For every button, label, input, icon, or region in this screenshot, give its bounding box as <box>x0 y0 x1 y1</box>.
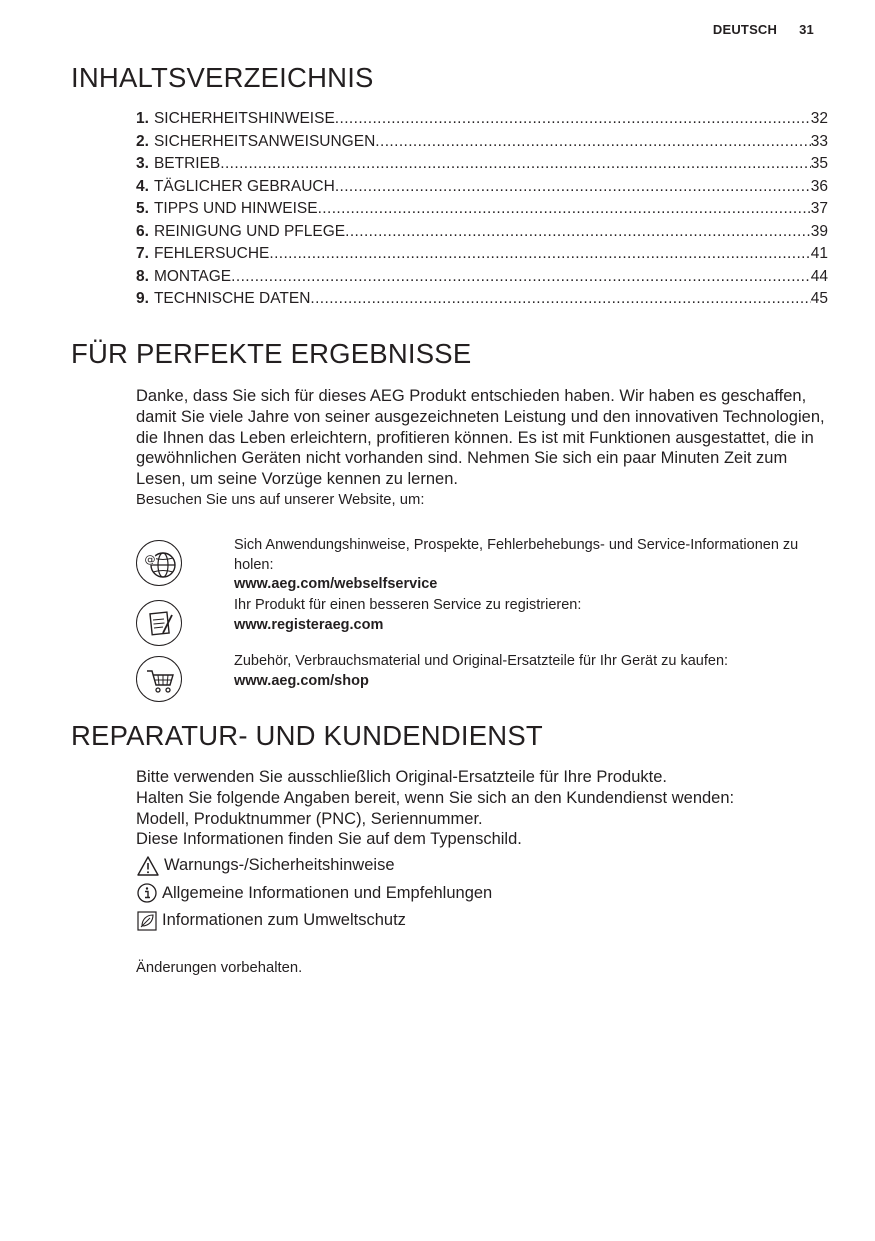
toc-dot-leader <box>269 245 810 263</box>
service-heading: REPARATUR- UND KUNDENDIENST <box>71 720 543 751</box>
language-label: DEUTSCH <box>712 22 778 37</box>
service-text-2: Halten Sie folgende Angaben bereit, wenn Sie sich an den Kundendienst wenden: Modell, Produktnummer (PNC), Seriennummer. <box>136 788 735 828</box>
toc-item[interactable]: 7. FEHLERSUCHE ..... 41 <box>136 245 828 268</box>
legend-warning-text: Warnungs-/Sicherheitshinweise <box>164 856 395 874</box>
toc-dot-leader <box>318 200 811 218</box>
register-description: Ihr Produkt für einen besseren Service zu registrieren: <box>234 597 582 613</box>
toc-item-title: TECHNISCHE DATEN <box>153 290 311 307</box>
toc-heading: INHALTSVERZEICHNIS <box>71 62 374 93</box>
table-of-contents <box>136 110 828 313</box>
toc-item-title: BETRIEB <box>153 155 221 172</box>
shopping-cart-icon <box>136 656 182 702</box>
webselfservice-description: Sich Anwendungshinweise, Prospekte, Fehlerbehebungs- und Service-Informationen zu holen: <box>234 537 799 573</box>
toc-item-page: 33 <box>810 132 828 150</box>
shop-info <box>234 652 834 691</box>
toc-item[interactable]: 1. SICHERHEITSHINWEISE ..... 32 <box>136 110 828 133</box>
register-link[interactable]: www.registeraeg.com <box>234 616 384 633</box>
perfect-results-heading: FÜR PERFEKTE ERGEBNISSE <box>71 338 472 369</box>
svg-text:@: @ <box>144 553 156 566</box>
changes-reserved-text: Änderungen vorbehalten. <box>136 960 303 976</box>
toc-item[interactable]: 6. REINIGUNG UND PFLEGE ..... 39 <box>136 223 828 246</box>
legend-environment <box>136 907 492 935</box>
toc-item-page: 45 <box>810 290 828 307</box>
page-number: 31 <box>799 22 814 37</box>
toc-item-page: 35 <box>810 155 828 172</box>
service-text-3: Diese Informationen finden Sie auf dem Typenschild. <box>136 830 522 849</box>
webselfservice-info <box>234 536 834 595</box>
webselfservice-link[interactable]: www.aeg.com/webselfservice <box>234 576 438 592</box>
toc-item-page: 39 <box>810 222 828 240</box>
toc-item-title: TIPPS UND HINWEISE <box>153 200 318 217</box>
toc-item[interactable]: 2. SICHERHEITSANWEISUNGEN ..... 33 <box>136 133 828 156</box>
symbol-legend <box>136 852 492 935</box>
toc-item-title: SICHERHEITSANWEISUNGEN <box>153 132 376 150</box>
toc-item-title: SICHERHEITSHINWEISE <box>153 110 335 127</box>
shop-link[interactable]: www.aeg.com/shop <box>234 672 369 689</box>
leaf-icon <box>136 910 158 932</box>
warning-icon <box>136 855 160 877</box>
globe-icon <box>136 540 182 586</box>
intro-paragraph <box>136 386 826 510</box>
toc-item-page: 41 <box>810 245 828 262</box>
info-icon <box>136 882 158 904</box>
footer-note <box>136 958 826 979</box>
toc-item-page: 44 <box>810 267 828 285</box>
service-paragraph <box>136 767 756 850</box>
toc-item-page: 36 <box>810 177 828 195</box>
legend-info <box>136 880 492 908</box>
toc-dot-leader <box>335 178 811 196</box>
register-info <box>234 596 834 635</box>
toc-item-title: MONTAGE <box>153 267 232 285</box>
toc-dot-leader <box>335 110 811 128</box>
page-header <box>713 22 814 37</box>
legend-warning <box>136 852 492 880</box>
toc-item-page: 37 <box>810 200 828 217</box>
toc-dot-leader <box>310 290 810 308</box>
legend-info-text: Allgemeine Informationen und Empfehlungen <box>162 883 493 902</box>
toc-dot-leader <box>375 133 810 151</box>
toc-dot-leader <box>220 155 810 173</box>
register-form-icon <box>136 600 182 646</box>
toc-item[interactable]: 8. MONTAGE ..... 44 <box>136 268 828 291</box>
toc-item[interactable]: 5. TIPPS UND HINWEISE ..... 37 <box>136 200 828 223</box>
toc-dot-leader <box>231 268 811 286</box>
toc-item-page: 32 <box>810 110 828 127</box>
toc-item[interactable]: 3. BETRIEB ..... 35 <box>136 155 828 178</box>
toc-dot-leader <box>345 223 811 241</box>
toc-item-title: REINIGUNG UND PFLEGE <box>153 222 346 240</box>
shop-description: Zubehör, Verbrauchsmaterial und Original-Ersatzteile für Ihr Gerät zu kaufen: <box>234 653 729 669</box>
toc-item-title: FEHLERSUCHE <box>153 245 270 262</box>
toc-item[interactable]: 4. TÄGLICHER GEBRAUCH ..... 36 <box>136 178 828 201</box>
service-text-1: Bitte verwenden Sie ausschließlich Original-Ersatzteile für Ihre Produkte. <box>136 768 667 786</box>
intro-text: Danke, dass Sie sich für dieses AEG Produkt entschieden haben. Wir haben es geschaffen, damit Sie viele Jahre von seiner ausgezeichneten Leistung und den innovativen Technologien, die Ihnen das Leben erleichtern, profitieren können. Es ist mit Funktionen ausgestattet, die in gewöhnlichen Geräten nicht vorhanden sind. Nehmen Sie sich ein paar Minuten Zeit zum Lesen, um seine Vorzüge kennen zu lernen. <box>136 387 825 489</box>
visit-text: Besuchen Sie uns auf unserer Website, um: <box>136 491 425 508</box>
legend-environment-text: Informationen zum Umweltschutz <box>162 911 406 929</box>
toc-item-title: TÄGLICHER GEBRAUCH <box>153 177 335 195</box>
toc-item[interactable]: 9. TECHNISCHE DATEN ..... 45 <box>136 290 828 313</box>
